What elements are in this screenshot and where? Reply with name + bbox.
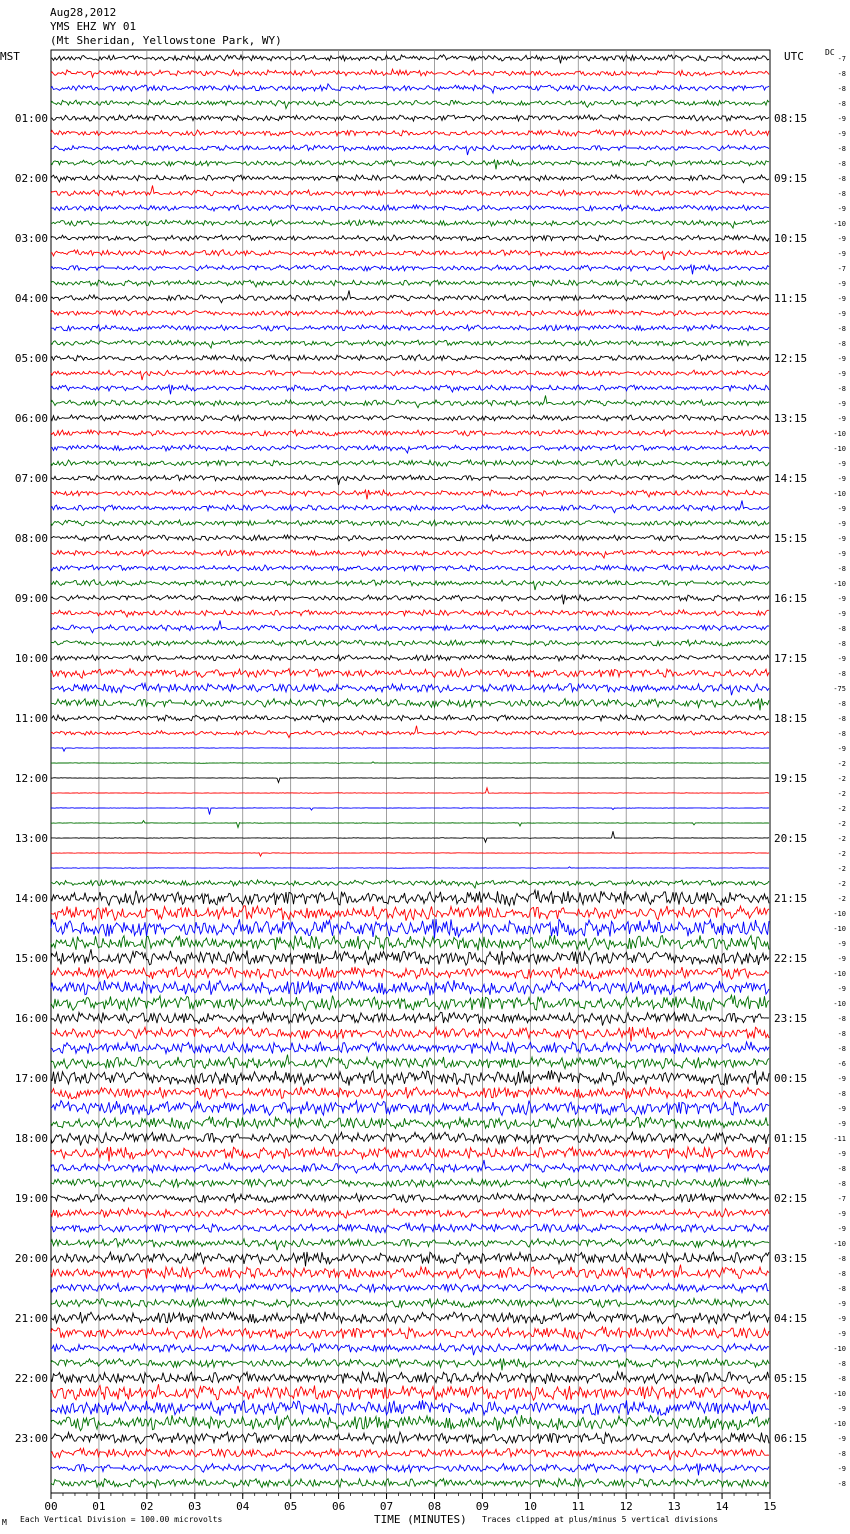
trace-line: [51, 610, 769, 617]
trace-line: [51, 1359, 769, 1371]
clip-note: Traces clipped at plus/minus 5 vertical divisions: [482, 1515, 719, 1524]
mst-hour-label: 15:00: [14, 952, 48, 965]
mst-hour-label: 06:00: [14, 412, 48, 425]
dc-offset-label: -9: [837, 940, 846, 948]
trace-line: [51, 669, 769, 679]
trace-line: [51, 1284, 769, 1293]
dc-offset-label: -9: [837, 1105, 846, 1113]
x-tick-label: 15: [763, 1500, 777, 1513]
trace-line: [51, 460, 769, 466]
trace-line: [51, 69, 769, 77]
dc-offset-label: -9: [837, 1210, 846, 1218]
dc-offset-label: -8: [837, 1270, 846, 1278]
dc-offset-label: -9: [837, 355, 846, 363]
x-tick-label: 11: [571, 1500, 585, 1513]
utc-hour-label: 16:15: [774, 592, 808, 605]
trace-line: [51, 1147, 769, 1161]
dc-offset-label: -9: [837, 610, 846, 618]
dc-offset-label: -2: [837, 820, 846, 828]
trace-line: [51, 821, 769, 828]
trace-line: [51, 1464, 769, 1476]
trace-line: [51, 565, 769, 571]
dc-offset-label: -2: [837, 775, 846, 783]
dc-offset-label: -9: [837, 1300, 846, 1308]
trace-line: [51, 130, 769, 136]
trace-line: [51, 1372, 769, 1384]
utc-hour-label: 14:15: [774, 472, 808, 485]
dc-offset-label: -9: [837, 1465, 846, 1473]
trace-line: [51, 762, 769, 764]
trace-line: [51, 145, 769, 155]
utc-hour-label: 22:15: [774, 952, 808, 965]
trace-line: [51, 808, 769, 815]
trace-line: [51, 355, 769, 361]
trace-line: [51, 1070, 769, 1085]
x-tick-label: 13: [667, 1500, 681, 1513]
trace-line: [51, 310, 769, 316]
trace-line: [51, 250, 769, 260]
trace-line: [51, 501, 769, 513]
trace-line: [51, 1400, 769, 1415]
dc-offset-label: -2: [837, 850, 846, 858]
dc-offset-label: -9: [837, 250, 846, 258]
utc-hour-label: 17:15: [774, 652, 808, 665]
trace-line: [51, 949, 769, 965]
dc-offset-label: -8: [837, 385, 846, 393]
dc-offset-label: -2: [837, 790, 846, 798]
trace-line: [51, 160, 769, 169]
dc-offset-label: -9: [837, 1120, 846, 1128]
trace-line: [51, 490, 769, 499]
x-tick-label: 08: [427, 1500, 442, 1513]
trace-line: [51, 1327, 769, 1339]
mst-hour-label: 05:00: [14, 352, 48, 365]
trace-line: [51, 550, 769, 558]
dc-offset-label: -9: [837, 115, 846, 123]
mst-hour-label: 23:00: [14, 1432, 48, 1445]
dc-offset-label: -6: [837, 1060, 846, 1068]
dc-offset-label: -8: [837, 1045, 846, 1053]
dc-offset-label: -9: [837, 130, 846, 138]
trace-line: [51, 1415, 769, 1431]
dc-offset-label: -10: [833, 445, 846, 453]
utc-hour-label: 00:15: [774, 1072, 808, 1085]
utc-hour-label: 21:15: [774, 892, 808, 905]
trace-line: [51, 84, 769, 93]
x-tick-label: 07: [379, 1500, 394, 1513]
mst-hour-label: 11:00: [14, 712, 48, 725]
trace-line: [51, 980, 769, 995]
dc-offset-label: -2: [837, 760, 846, 768]
x-tick-label: 10: [523, 1500, 537, 1513]
mst-hour-label: 02:00: [14, 172, 48, 185]
utc-hour-label: 09:15: [774, 172, 808, 185]
trace-line: [51, 520, 769, 526]
trace-line: [51, 1298, 769, 1307]
dc-offset-label: -9: [837, 550, 846, 558]
trace-line: [51, 1223, 769, 1232]
dc-offset-label: -9: [837, 460, 846, 468]
dc-offset-label: -10: [833, 970, 846, 978]
x-tick-label: 06: [331, 1500, 346, 1513]
mst-hour-label: 22:00: [14, 1372, 48, 1385]
trace-line: [51, 1117, 769, 1129]
x-tick-label: 00: [44, 1500, 58, 1513]
record-date: Aug28,2012: [50, 6, 117, 19]
utc-hour-label: 04:15: [774, 1312, 808, 1325]
trace-line: [51, 880, 769, 888]
dc-offset-label: -10: [833, 1000, 846, 1008]
dc-offset-label: -10: [833, 1345, 846, 1353]
dc-offset-label: -10: [833, 1390, 846, 1398]
dc-offset-label: -9: [837, 1225, 846, 1233]
x-tick-label: 02: [140, 1500, 154, 1513]
dc-offset-label: -8: [837, 175, 846, 183]
dc-offset-label: -9: [837, 955, 846, 963]
trace-line: [51, 325, 769, 331]
dc-offset-label: -10: [833, 910, 846, 918]
dc-offset-label: -8: [837, 1450, 846, 1458]
dc-offset-label: -10: [833, 220, 846, 228]
dc-offset-label: -8: [837, 640, 846, 648]
trace-line: [51, 55, 769, 64]
dc-offset-label: -9: [837, 1150, 846, 1158]
trace-line: [51, 265, 769, 274]
dc-offset-label: -9: [837, 295, 846, 303]
dc-offset-label: -8: [837, 70, 846, 78]
trace-line: [51, 1012, 769, 1025]
mst-hour-label: 10:00: [14, 652, 48, 665]
trace-line: [51, 475, 769, 485]
trace-line: [51, 1252, 769, 1266]
trace-line: [51, 935, 769, 950]
mst-hour-label: 09:00: [14, 592, 48, 605]
dc-offset-label: -10: [833, 490, 846, 498]
utc-hour-label: 06:15: [774, 1432, 808, 1445]
utc-hour-label: 01:15: [774, 1132, 808, 1145]
dc-offset-label: -9: [837, 475, 846, 483]
mst-hour-label: 19:00: [14, 1192, 48, 1205]
utc-hour-label: 02:15: [774, 1192, 808, 1205]
trace-line: [51, 1312, 769, 1324]
utc-hour-label: 03:15: [774, 1252, 808, 1265]
trace-line: [51, 699, 769, 711]
dc-offset-label: -7: [837, 55, 846, 63]
mst-hour-label: 20:00: [14, 1252, 48, 1265]
corner-mark: M: [2, 1518, 7, 1527]
mst-hour-label: 08:00: [14, 532, 48, 545]
dc-offset-label: -8: [837, 1480, 846, 1488]
dc-offset-label: -8: [837, 625, 846, 633]
trace-line: [51, 995, 769, 1010]
trace-line: [51, 1208, 769, 1218]
trace-line: [51, 1132, 769, 1145]
mst-hour-label: 03:00: [14, 232, 48, 245]
dc-offset-label: -9: [837, 595, 846, 603]
utc-hour-label: 08:15: [774, 112, 808, 125]
utc-hour-labels: [774, 112, 807, 1445]
trace-line: [51, 640, 769, 646]
dc-offset-label: -8: [837, 730, 846, 738]
x-tick-label: 03: [188, 1500, 202, 1513]
trace-line: [51, 1178, 769, 1187]
dc-offset-label: -8: [837, 1165, 846, 1173]
trace-line: [51, 890, 769, 905]
trace-line: [51, 205, 769, 211]
mst-hour-label: 17:00: [14, 1072, 48, 1085]
trace-line: [51, 235, 769, 241]
dc-offset-label: -8: [837, 1285, 846, 1293]
dc-offset-label: -2: [837, 835, 846, 843]
trace-line: [51, 415, 769, 421]
dc-offset-label: -9: [837, 1405, 846, 1413]
x-tick-label: 01: [92, 1500, 106, 1513]
dc-offset-label: -8: [837, 85, 846, 93]
trace-line: [51, 621, 769, 633]
trace-line: [51, 967, 769, 979]
utc-hour-label: 15:15: [774, 532, 808, 545]
trace-line: [51, 186, 769, 196]
trace-line: [51, 715, 769, 722]
trace-line: [51, 1384, 769, 1400]
trace-line: [51, 906, 769, 921]
dc-offset-label: -2: [837, 805, 846, 813]
dc-header-label: DC: [825, 48, 835, 57]
mst-hour-label: 04:00: [14, 292, 48, 305]
time-axis: [44, 1493, 776, 1513]
dc-offset-label: -2: [837, 895, 846, 903]
right-timezone-label: UTC: [784, 50, 804, 63]
x-tick-label: 04: [236, 1500, 250, 1513]
x-tick-label: 09: [475, 1500, 490, 1513]
dc-offset-label: -9: [837, 520, 846, 528]
trace-line: [51, 1042, 769, 1054]
dc-offset-label: -75: [833, 685, 846, 693]
trace-line: [51, 595, 769, 604]
trace-line: [51, 853, 769, 857]
dc-offset-label: -9: [837, 1075, 846, 1083]
trace-line: [51, 1087, 769, 1099]
trace-line: [51, 115, 769, 121]
dc-offset-label: -10: [833, 1240, 846, 1248]
mst-hour-label: 14:00: [14, 892, 48, 905]
dc-offset-label: -9: [837, 535, 846, 543]
dc-offset-label: -9: [837, 655, 846, 663]
dc-offset-label: -8: [837, 325, 846, 333]
trace-line: [51, 1027, 769, 1041]
dc-offset-labels: [833, 55, 846, 1488]
mst-hour-label: 18:00: [14, 1132, 48, 1145]
trace-line: [51, 778, 769, 783]
trace-line: [51, 280, 769, 287]
dc-offset-label: -7: [837, 265, 846, 273]
utc-hour-label: 18:15: [774, 712, 808, 725]
dc-offset-label: -8: [837, 100, 846, 108]
utc-hour-label: 23:15: [774, 1012, 808, 1025]
dc-offset-label: -10: [833, 580, 846, 588]
utc-hour-label: 10:15: [774, 232, 808, 245]
trace-line: [51, 175, 769, 183]
dc-offset-label: -9: [837, 985, 846, 993]
dc-offset-label: -8: [837, 1030, 846, 1038]
dc-offset-label: -8: [837, 340, 846, 348]
dc-offset-label: -8: [837, 715, 846, 723]
mst-hour-label: 13:00: [14, 832, 48, 845]
dc-offset-label: -8: [837, 1015, 846, 1023]
trace-line: [51, 1101, 769, 1116]
trace-line: [51, 340, 769, 348]
dc-offset-label: -9: [837, 310, 846, 318]
trace-line: [51, 1160, 769, 1173]
station-location: (Mt Sheridan, Yellowstone Park, WY): [50, 34, 282, 47]
trace-line: [51, 919, 769, 938]
trace-line: [51, 867, 769, 869]
dc-offset-label: -8: [837, 700, 846, 708]
dc-offset-label: -9: [837, 370, 846, 378]
trace-line: [51, 580, 769, 590]
utc-hour-label: 19:15: [774, 772, 808, 785]
trace-line: [51, 370, 769, 380]
dc-offset-label: -2: [837, 880, 846, 888]
trace-line: [51, 1344, 769, 1356]
left-timezone-label: MST: [0, 50, 20, 63]
utc-hour-label: 20:15: [774, 832, 808, 845]
utc-hour-label: 11:15: [774, 292, 808, 305]
trace-line: [51, 1265, 769, 1279]
mst-hour-label: 16:00: [14, 1012, 48, 1025]
x-axis-title: TIME (MINUTES): [374, 1513, 467, 1526]
trace-line: [51, 220, 769, 228]
dc-offset-label: -9: [837, 400, 846, 408]
mst-hour-label: 21:00: [14, 1312, 48, 1325]
dc-offset-label: -8: [837, 670, 846, 678]
trace-line: [51, 291, 769, 303]
trace-group: [51, 55, 769, 1488]
trace-line: [51, 748, 769, 752]
dc-offset-label: -8: [837, 565, 846, 573]
dc-offset-label: -8: [837, 1375, 846, 1383]
dc-offset-label: -9: [837, 415, 846, 423]
trace-line: [51, 1479, 769, 1488]
trace-line: [51, 683, 769, 695]
station-code: YMS EHZ WY 01: [50, 20, 137, 33]
dc-offset-label: -9: [837, 505, 846, 513]
utc-hour-label: 05:15: [774, 1372, 808, 1385]
trace-line: [51, 1055, 769, 1069]
trace-line: [51, 1193, 769, 1202]
dc-offset-label: -2: [837, 865, 846, 873]
trace-line: [51, 1448, 769, 1460]
dc-offset-label: -9: [837, 1330, 846, 1338]
x-tick-label: 14: [715, 1500, 729, 1513]
dc-offset-label: -9: [837, 205, 846, 213]
trace-line: [51, 535, 769, 541]
dc-offset-label: -10: [833, 1420, 846, 1428]
dc-offset-label: -11: [833, 1135, 846, 1143]
dc-offset-label: -8: [837, 1180, 846, 1188]
trace-line: [51, 445, 769, 453]
trace-line: [51, 655, 769, 661]
dc-offset-label: -9: [837, 1435, 846, 1443]
dc-offset-label: -8: [837, 1090, 846, 1098]
trace-line: [51, 1432, 769, 1444]
dc-offset-label: -10: [833, 925, 846, 933]
trace-line: [51, 385, 769, 394]
dc-offset-label: -9: [837, 280, 846, 288]
x-tick-label: 05: [284, 1500, 298, 1513]
dc-offset-label: -8: [837, 1360, 846, 1368]
scale-note: Each Vertical Division = 100.00 microvolts: [20, 1515, 223, 1524]
utc-hour-label: 12:15: [774, 352, 808, 365]
mst-hour-labels: [15, 112, 48, 1445]
dc-offset-label: -9: [837, 235, 846, 243]
dc-offset-label: -7: [837, 1195, 846, 1203]
mst-hour-label: 01:00: [14, 112, 48, 125]
trace-line: [51, 788, 769, 794]
dc-offset-label: -8: [837, 145, 846, 153]
trace-line: [51, 396, 769, 408]
x-tick-label: 12: [619, 1500, 633, 1513]
utc-hour-label: 13:15: [774, 412, 808, 425]
dc-offset-label: -9: [837, 745, 846, 753]
dc-offset-label: -8: [837, 1255, 846, 1263]
trace-line: [51, 831, 769, 842]
trace-line: [51, 430, 769, 436]
mst-hour-label: 12:00: [14, 772, 48, 785]
trace-line: [51, 1239, 769, 1251]
trace-line: [51, 100, 769, 109]
dc-offset-label: -9: [837, 1315, 846, 1323]
trace-line: [51, 726, 769, 738]
dc-offset-label: -8: [837, 160, 846, 168]
mst-hour-label: 07:00: [14, 472, 48, 485]
dc-offset-label: -8: [837, 190, 846, 198]
dc-offset-label: -10: [833, 430, 846, 438]
